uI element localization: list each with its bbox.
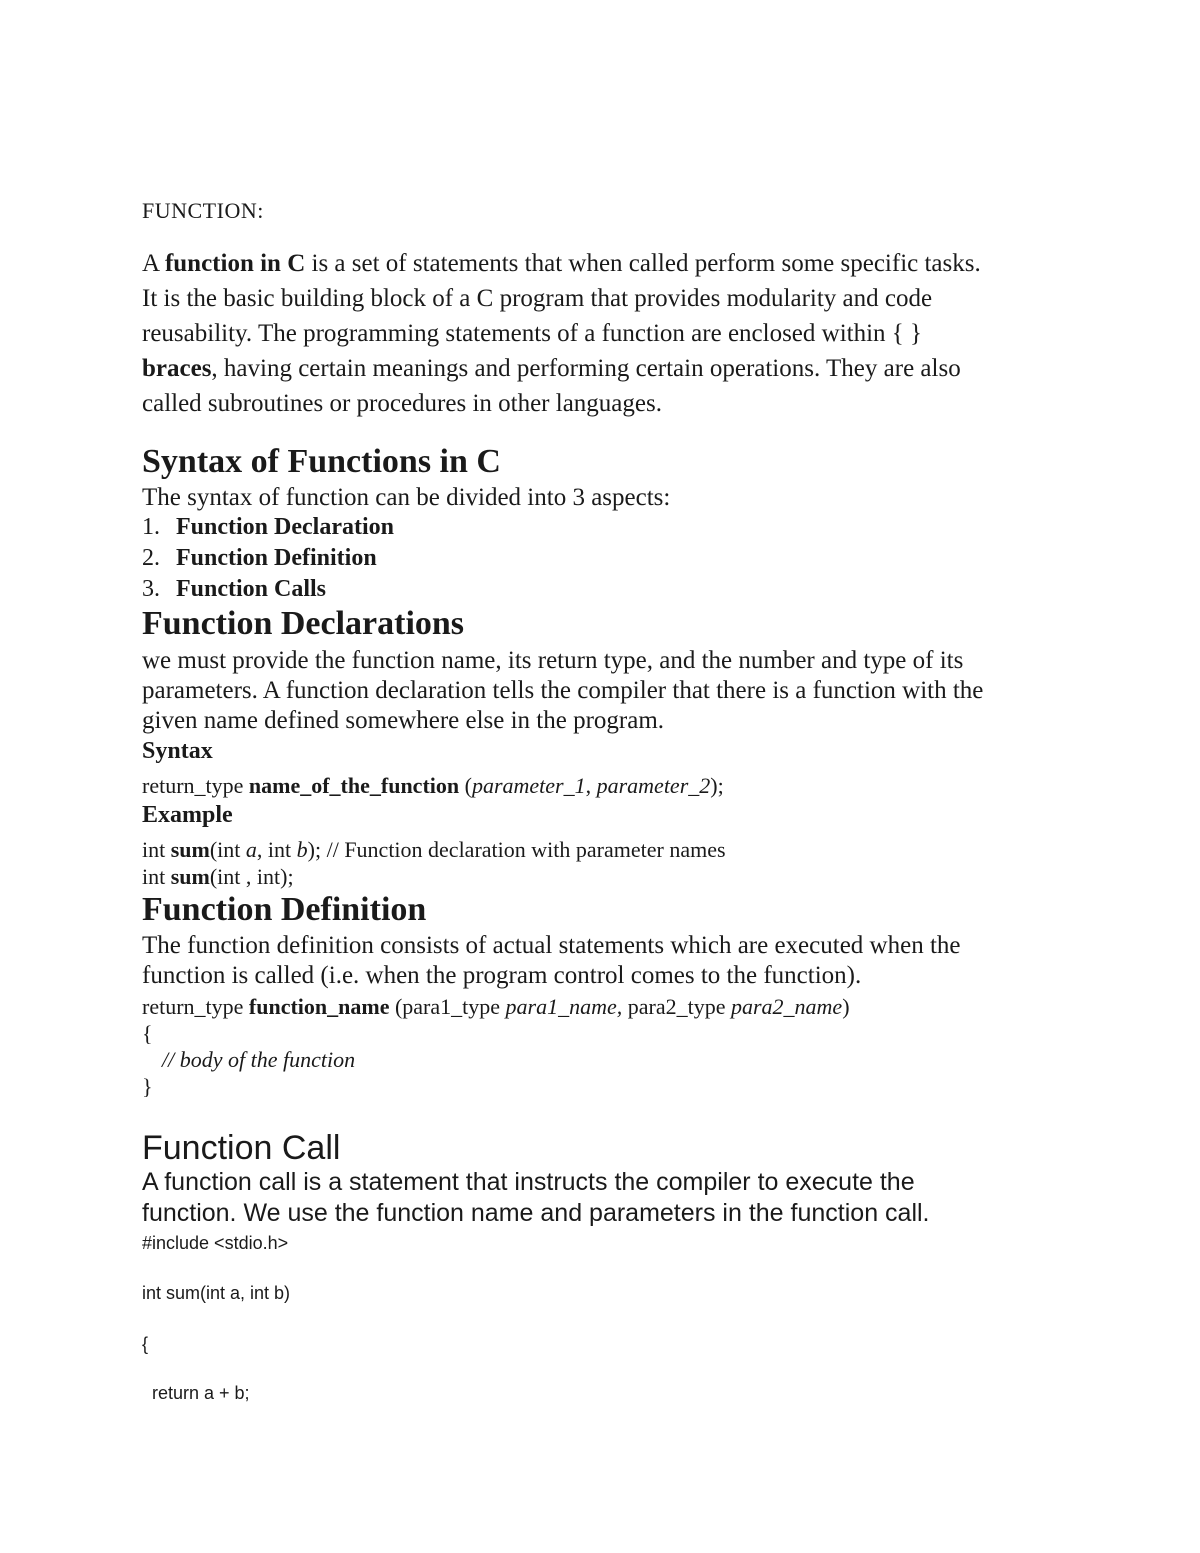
list-item [142,576,326,603]
list-item [142,514,394,541]
intro-line-1 [142,246,981,281]
list-number: 1. [142,514,160,540]
intro-line-4 [142,351,961,386]
code-token: , [585,773,597,798]
code-token: (para1_type [389,994,506,1019]
code-line: #include <stdio.h> [142,1233,289,1253]
definition-line-1: The function definition consists of actual statements which are executed when the [142,932,961,959]
code-token-bold: name_of_the_function [248,773,460,798]
code-token: ( [459,773,472,798]
code-token: return_type [142,994,249,1019]
section-label: FUNCTION: [142,198,264,223]
intro-text: , having certain meanings and performing certain operations. They are also [211,355,961,382]
intro-line-3: reusability. The programming statements of a function are enclosed within { } [142,320,923,347]
code-line: { [142,1334,149,1354]
code-token: int [142,837,171,862]
definition-code-line [142,994,850,1020]
intro-bold-term: function in C [164,250,306,277]
code-token: (int [209,837,246,862]
code-token: ); [710,773,724,798]
definition-heading: Function Definition [142,891,427,928]
intro-line-5: called subroutines or procedures in other languages. [142,390,662,417]
list-number: 3. [142,576,160,602]
close-brace: } [142,1074,153,1099]
code-token-italic: para1_name, [505,994,623,1019]
code-token-italic: parameter_1 [471,773,586,798]
code-token-italic: a [245,837,257,862]
code-token-bold: function_name [248,994,390,1019]
example-code-line-2 [142,864,294,890]
declarations-line-3: given name defined somewhere else in the program. [142,707,665,734]
list-item [142,545,377,572]
declarations-heading: Function Declarations [142,605,465,642]
code-token: para2_type [622,994,731,1019]
code-token-italic: parameter_2 [596,773,711,798]
code-token: return_type [142,773,249,798]
syntax-lead: The syntax of function can be divided into 3 aspects: [142,484,671,511]
call-heading: Function Call [142,1129,341,1167]
code-token: ); // Function declaration with parameter names [307,837,726,862]
code-token-bold: sum [170,864,210,889]
body-comment: // body of the function [162,1047,356,1072]
code-token: int [142,864,171,889]
code-token-italic: para2_name [730,994,843,1019]
code-token-bold: sum [170,837,210,862]
list-label: Function Definition [176,545,377,571]
open-brace: { [142,1021,153,1046]
intro-text: A [142,250,165,277]
list-label: Function Calls [176,576,327,602]
list-label: Function Declaration [176,514,394,540]
example-subheading: Example [142,802,233,828]
code-line: int sum(int a, int b) [142,1283,291,1303]
intro-line-2: It is the basic building block of a C program that provides modularity and code [142,285,933,312]
declarations-line-1: we must provide the function name, its return type, and the number and type of its [142,647,964,674]
syntax-subheading: Syntax [142,738,213,764]
intro-text: is a set of statements that when called perform some specific tasks. [305,250,981,277]
code-token: ) [842,994,850,1019]
code-token: , int [256,837,297,862]
call-line-1: A function call is a statement that instructs the compiler to execute the [142,1168,915,1196]
code-token: (int , int); [209,864,294,889]
declarations-line-2: parameters. A function declaration tells the compiler that there is a function with the [142,677,984,704]
call-line-2: function. We use the function name and parameters in the function call. [142,1199,930,1227]
definition-line-2: function is called (i.e. when the program control comes to the function). [142,962,862,989]
code-line: return a + b; [142,1383,250,1403]
syntax-code-line [142,773,724,799]
code-token-italic: b [296,837,308,862]
example-code-line-1 [142,837,726,863]
list-number: 2. [142,545,160,571]
syntax-heading: Syntax of Functions in C [142,443,501,480]
intro-bold-braces: braces [142,355,212,382]
